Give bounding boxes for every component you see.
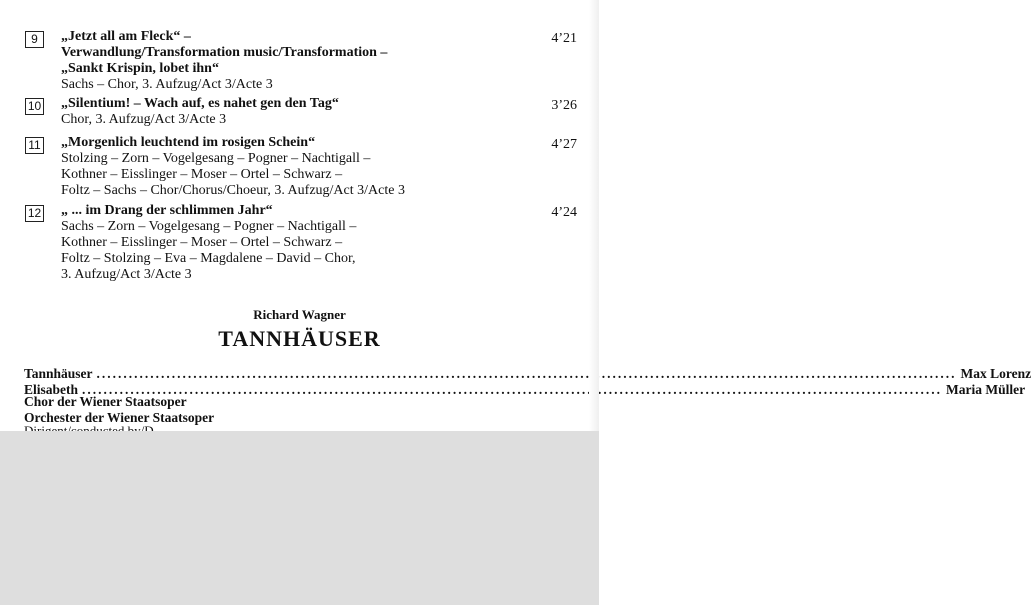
track-body [61, 29, 501, 93]
track-detail-line: Sachs – Zorn – Vogelgesang – Pogner – Nachtigall – [61, 219, 357, 234]
track-detail-line: Chor, 3. Aufzug/Act 3/Acte 3 [61, 112, 227, 127]
track-duration: 4’24 [551, 205, 577, 220]
track-title-line: „Jetzt all am Fleck“ – [61, 29, 191, 44]
track-detail-line: Stolzing – Zorn – Vogelgesang – Pogner – Nachtigall – [61, 151, 371, 166]
scan-gray-area [0, 431, 599, 605]
cast-role: Elisabeth [24, 382, 79, 397]
cast-singer: Max Lorenz [960, 366, 1031, 381]
track-detail-line: Foltz – Sachs – Chor/Chorus/Choeur, 3. Aufzug/Act 3/Acte 3 [61, 183, 405, 198]
track-detail-line: Sachs – Chor, 3. Aufzug/Act 3/Acte 3 [61, 77, 273, 92]
track-detail-line: Foltz – Stolzing – Eva – Magdalene – David – Chor, [61, 251, 356, 266]
track-body [61, 135, 501, 199]
track-body [61, 203, 501, 283]
cast-role: Tannhäuser [24, 366, 93, 381]
track-title-line: „Morgenlich leuchtend im rosigen Schein“ [61, 135, 316, 150]
track-detail-line: Kothner – Eisslinger – Moser – Ortel – Schwarz – [61, 235, 343, 250]
track-title-line: „ ... im Drang der schlimmen Jahr“ [61, 203, 273, 218]
track-duration: 4’21 [551, 31, 577, 46]
track-number-box: 12 [25, 205, 44, 222]
composer-name: Richard Wagner [253, 307, 346, 322]
leader-dots [97, 366, 957, 382]
opera-title: TANNHÄUSER [218, 326, 381, 351]
track-number-box: 11 [25, 137, 44, 154]
track-number-box: 9 [25, 31, 44, 48]
track-detail-line: 3. Aufzug/Act 3/Acte 3 [61, 267, 192, 282]
track-duration: 3’26 [551, 98, 577, 113]
track-title-line: Verwandlung/Transformation music/Transformation – [61, 45, 388, 60]
track-number-box: 10 [25, 98, 44, 115]
track-body [61, 96, 501, 128]
conductor-credit-cutoff [24, 424, 154, 431]
page-edge-shadow [589, 0, 599, 431]
orchestra-credit: Orchester der Wiener Staatsoper [24, 410, 215, 425]
leader-dots [82, 382, 942, 398]
track-duration: 4’27 [551, 137, 577, 152]
track-title-line: „Silentium! – Wach auf, es nahet gen den Tag“ [61, 96, 339, 111]
cast-row [24, 366, 1031, 382]
track-title-line: „Sankt Krispin, lobet ihn“ [61, 61, 219, 76]
chorus-credit: Chor der Wiener Staatsoper [24, 394, 187, 409]
track-detail-line: Kothner – Eisslinger – Moser – Ortel – Schwarz – [61, 167, 343, 182]
cast-singer: Maria Müller [946, 382, 1026, 397]
